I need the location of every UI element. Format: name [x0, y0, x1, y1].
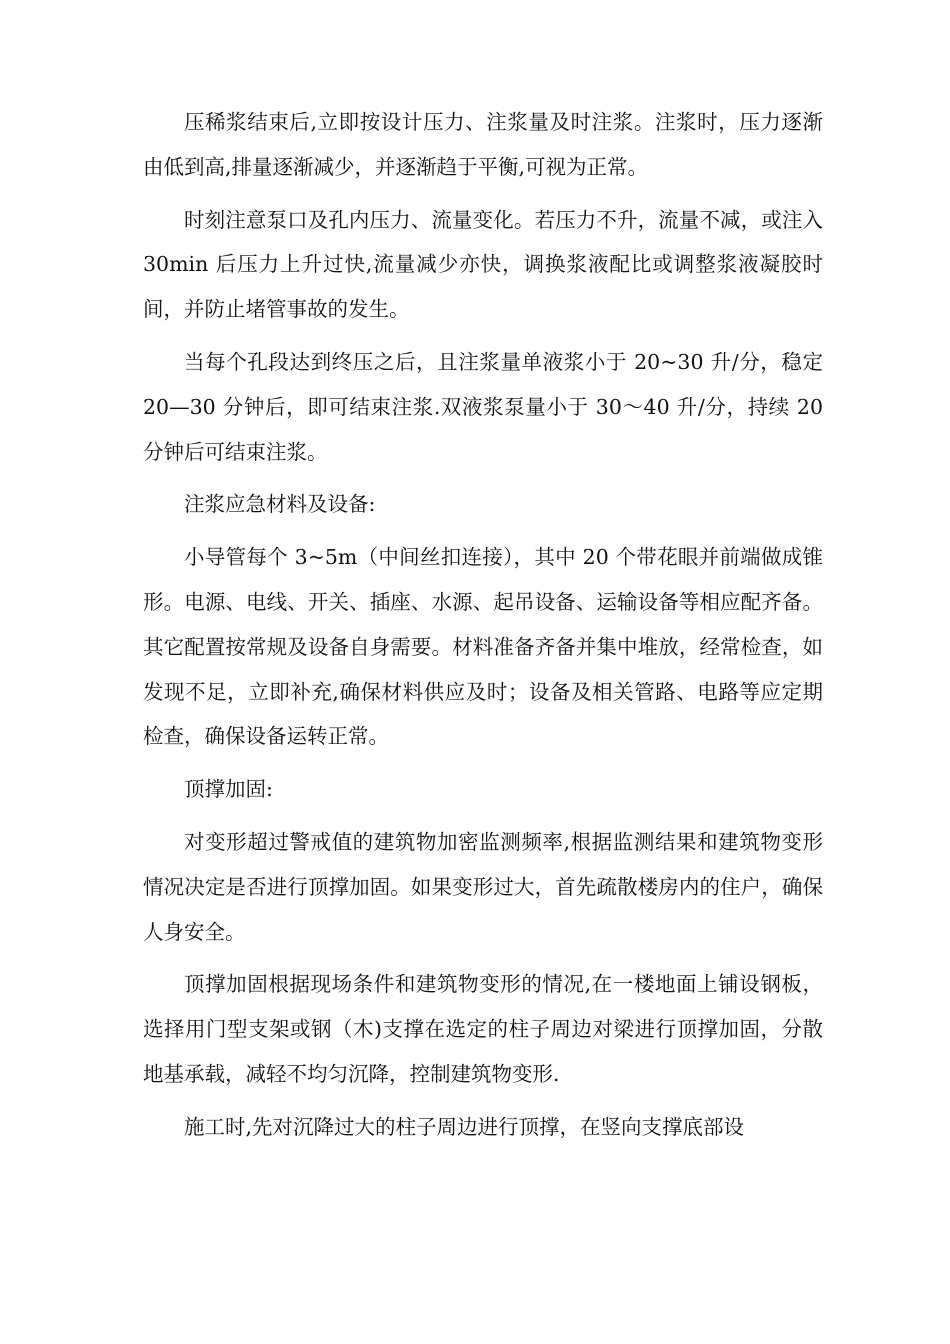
document-body [143, 100, 823, 1158]
paragraph-construction-start: 施工时,先对沉降过大的柱子周边进行顶撑，在竖向支撑底部设 [184, 1114, 745, 1139]
paragraph-shoring-method: 顶撑加固根据现场条件和建筑物变形的情况,在一楼地面上铺设钢板，选择用门型支架或钢（木)支撑在选定的柱子周边对梁进行顶撑加固，分散地基承载，减轻不均匀沉降，控制建筑物变形. [143, 972, 823, 1086]
paragraph-pressure-monitoring: 时刻注意泵口及孔内压力、流量变化。若压力不升，流量不减，或注入 30min 后压力上升过快,流量减少亦快，调换浆液配比或调整浆液凝胶时间，并防止堵管事故的发生。 [143, 207, 823, 322]
paragraph-emergency-materials: 小导管每个 3~5m（中间丝扣连接），其中 20 个带花眼并前端做成锥形。电源、电线、开关、插座、水源、起吊设备、运输设备等相应配齐备。其它配置按常规及设备自身需要。材料准备齐备并集中堆放，经常检查，如发现不足，立即补充,确保材料供应及时；设备及相关管路、电路等应定期检查，确保设备运转正常。 [143, 545, 823, 749]
heading-emergency-materials: 注浆应急材料及设备: [184, 492, 376, 517]
paragraph-shoring-monitoring: 对变形超过警戒值的建筑物加密监测频率,根据监测结果和建筑物变形情况决定是否进行顶撑加固。如果变形过大，首先疏散楼房内的住户，确保人身安全。 [143, 829, 823, 944]
paragraph-grouting-pressure: 压稀浆结束后,立即按设计压力、注浆量及时注浆。注浆时，压力逐渐由低到高,排量逐渐减少，并逐渐趋于平衡,可视为正常。 [143, 110, 823, 179]
paragraph-grouting-end-criteria: 当每个孔段达到终压之后，且注浆量单液浆小于 20~30 升/分，稳定 20—30 分钟后，即可结束注浆.双液浆泵量小于 30～40 升/分，持续 20 分钟后可结束注浆。 [143, 349, 823, 464]
heading-shoring-reinforcement: 顶撑加固: [184, 777, 273, 802]
